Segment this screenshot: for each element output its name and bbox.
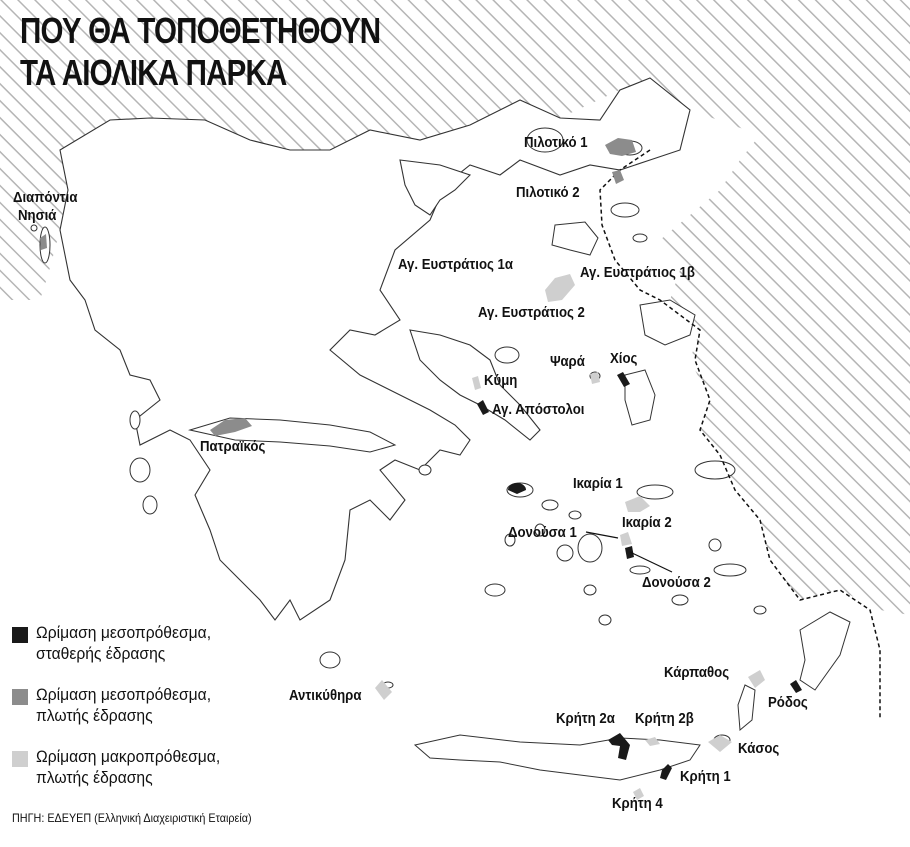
legend-swatch-mid-floating [12,689,28,705]
label-diapontia-line2: Νησιά [18,207,57,224]
tilos-island [754,606,766,614]
kythira-island [320,652,340,668]
label-kasos: Κάσος [738,740,780,757]
milos-island [485,584,505,596]
mykonos-island [569,511,581,519]
santorini-island [599,615,611,625]
legend-line2: πλωτής έδρασης [36,706,153,725]
label-karpathos: Κάρπαθος [664,664,730,681]
label-diapontia-line1: Διαπόντια [13,189,78,206]
legend-line1: Ωρίμαση μεσοπρόθεσμα, [36,685,212,704]
lefkada-island [130,411,140,429]
label-chios: Χίος [610,350,638,367]
label-ikaria2: Ικαρία 2 [622,514,672,531]
legend-swatch-mid-fixed [12,627,28,643]
hatch-area-turkey [660,120,910,615]
source-credit: ΠΗΓΗ: ΕΔΕΥΕΠ (Ελληνική Διαχειριστική Εταιρεία) [12,811,252,825]
kos-island [714,564,746,576]
zakynthos-island [143,496,157,514]
label-pilotiko1: Πιλοτικό 1 [524,134,588,151]
park-agios-efstratios [545,274,575,302]
diapontia-islands [31,225,37,231]
label-psara: Ψαρά [550,353,585,370]
ios-island [584,585,596,595]
label-kriti2a: Κρήτη 2α [556,710,615,727]
tinos-island [542,500,558,510]
label-kriti1: Κρήτη 1 [680,768,731,785]
label-agios-efstratios-2: Αγ. Ευστράτιος 2 [478,304,585,321]
karpathos-island [738,685,755,730]
label-donousa1: Δονούσα 1 [508,524,577,541]
label-pilotiko2: Πιλοτικό 2 [516,184,580,201]
legend-text-mid-fixed [36,622,275,664]
amorgos-island [630,566,650,574]
map-title [20,10,380,94]
park-karpathos [748,670,765,688]
ikaria-island [637,485,673,499]
rhodes-island [800,612,850,690]
label-agioi-apostoloi: Αγ. Απόστολοι [492,401,585,418]
label-kriti2b: Κρήτη 2β [635,710,694,727]
naxos-island [578,534,602,562]
legend-line1: Ωρίμαση μεσοπρόθεσμα, [36,623,212,642]
tenedos-island [633,234,647,242]
skyros-island [495,347,519,363]
label-patraikos: Πατραϊκός [200,438,266,455]
legend-line2: σταθερής έδρασης [36,644,166,663]
chios-island [625,370,655,425]
imvros-island [611,203,639,217]
legend-line1: Ωρίμαση μακροπρόθεσμα, [36,747,221,766]
park-donousa1 [620,532,632,546]
label-antikythira: Αντικύθηρα [289,687,362,704]
map-title-line1: ΠΟΥ ΘΑ ΤΟΠΟΘΕΤΗΘΟΥΝ [20,10,381,51]
kalymnos-island [709,539,721,551]
park-donousa2 [625,546,634,559]
paros-island [557,545,573,561]
label-kriti4: Κρήτη 4 [612,795,663,812]
limnos-island [552,222,598,255]
legend-text-mid-floating [36,684,275,726]
legend-text-long-floating [36,746,275,788]
map-title-line2: ΤΑ ΑΙΟΛΙΚΑ ΠΑΡΚΑ [20,52,287,93]
label-kymi: Κύμη [484,372,518,389]
legend-line2: πλωτής έδρασης [36,768,153,787]
legend-swatch-long-floating [12,751,28,767]
label-agios-efstratios-1a: Αγ. Ευστράτιος 1α [398,256,514,273]
park-rodos [790,680,802,693]
astypalaia-island [672,595,688,605]
label-ikaria1: Ικαρία 1 [573,475,623,492]
kefalonia-island [130,458,150,482]
label-rodos: Ρόδος [768,694,808,711]
aegina-island [419,465,431,475]
label-donousa2: Δονούσα 2 [642,574,711,591]
park-pilotiko2 [612,170,624,184]
label-agios-efstratios-1b: Αγ. Ευστράτιος 1β [580,264,695,281]
